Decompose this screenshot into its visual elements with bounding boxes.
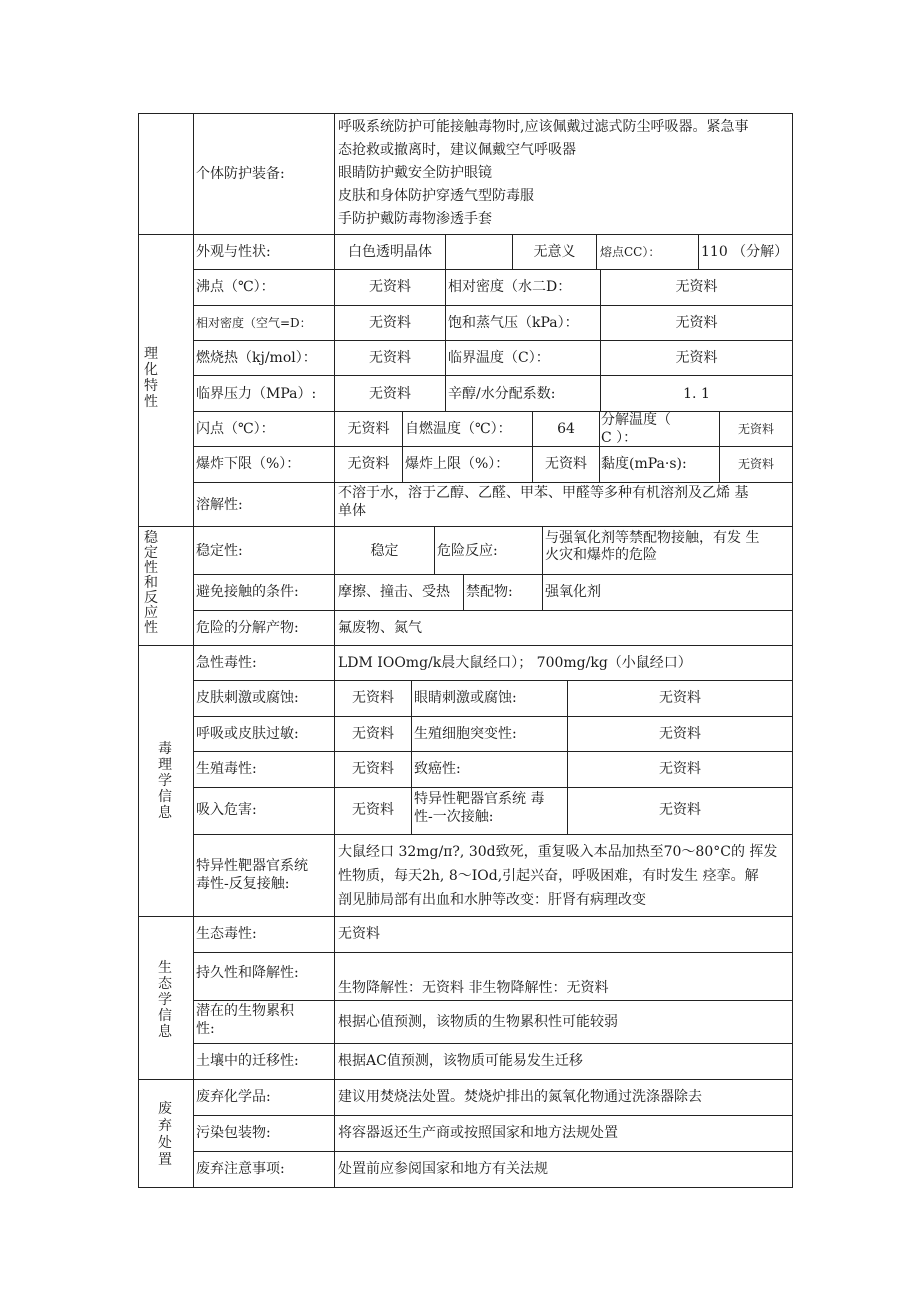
aspiration-hazard-label: 吸入危害: [196, 802, 257, 818]
soil-mobility-value: 根据AC值预测，该物质可能易发生迁移 [338, 1053, 583, 1069]
cell-divider [542, 526, 543, 575]
melting-value: 110 （分解） [701, 244, 789, 260]
autoignition-value: 64 [557, 421, 575, 437]
row-divider [193, 716, 792, 717]
upper-explosive-limit-label: 爆炸上限（%）： [405, 456, 510, 472]
protection-text-line: 呼吸系统防护可能接触毒物时,应该佩戴过滤式防尘呼吸器。紧急事 [338, 119, 749, 135]
label-column-divider [334, 113, 335, 1188]
flash-point-value: 无资料 [347, 421, 390, 437]
decomposition-temp-label: C ）： [601, 430, 638, 446]
row-divider [193, 952, 792, 953]
disposal-notes-value: 处置前应参阅国家和地方有关法规 [338, 1161, 548, 1177]
cell-divider [596, 234, 597, 270]
solubility-text-line: 单体 [338, 503, 366, 519]
section-divider [138, 234, 792, 235]
ecotoxicity-label: 生态毒性: [196, 926, 257, 942]
rel-density-water-value: 无资料 [675, 279, 718, 295]
ecotoxicity-value: 无资料 [338, 926, 380, 942]
stot-single-label: 特异性靶器官系统 毒 [414, 791, 545, 807]
table-border-left [138, 113, 139, 1188]
critical-pressure-label: 临界压力（MPa）: [196, 386, 317, 402]
odor-value: 无意义 [533, 244, 576, 260]
row-divider [193, 1151, 792, 1152]
sensitization-value: 无资料 [352, 726, 394, 742]
physchem-section-title: 理化特性 [144, 346, 158, 410]
stot-repeat-label: 毒性-反复接触: [196, 876, 290, 892]
row-divider [193, 751, 792, 752]
skin-irritation-value: 无资料 [352, 690, 394, 706]
cell-divider [445, 269, 446, 412]
upper-explosive-limit-value: 无资料 [545, 456, 587, 472]
section-divider [138, 645, 792, 646]
carcinogenicity-label: 致癌性: [414, 761, 461, 777]
solubility-label: 溶解性: [196, 497, 243, 513]
category-divider [193, 113, 194, 1188]
row-divider [193, 834, 792, 835]
waste-chemical-value: 建议用焚烧法处置。焚烧炉排出的氮氧化物通过洗涤器除去 [338, 1089, 702, 1105]
aspiration-hazard-value: 无资料 [352, 802, 394, 818]
cell-divider [402, 411, 403, 483]
disposal-section-title: 废弃处置 [158, 1101, 172, 1168]
incompatible-label: 禁配物: [466, 584, 513, 600]
toxicology-section-title: 毒理学信息 [158, 741, 172, 821]
stot-repeat-text-line: 大鼠经口 32mg/π?, 30d致死，重复吸入本品加热至70～80°C的 挥发 [338, 844, 778, 860]
critical-temp-value: 无资料 [675, 350, 718, 366]
reproductive-toxicity-label: 生殖毒性: [196, 761, 257, 777]
partition-coefficient-label: 辛醇/水分配系数: [448, 386, 556, 402]
decomposition-temp-label: 分解温度（ [601, 412, 671, 428]
table-border-bottom [138, 1187, 792, 1188]
contaminated-packaging-value: 将容器返还生产商或按照国家和地方法规处置 [338, 1125, 618, 1141]
vapor-pressure-label: 饱和蒸气压（kPa）： [448, 315, 579, 331]
decomposition-products-label: 危险的分解产物: [196, 620, 299, 636]
decomposition-temp-value: 无资料 [737, 422, 774, 436]
critical-pressure-value: 无资料 [369, 386, 411, 402]
avoid-conditions-value: 摩擦、撞击、受热 [338, 584, 450, 600]
skin-irritation-label: 皮肤刺激或腐蚀: [196, 690, 299, 706]
critical-temp-label: 临界温度（C）： [448, 350, 550, 366]
section-divider [138, 1079, 792, 1080]
section-divider [138, 916, 792, 917]
disposal-notes-label: 废弃注意事项: [196, 1161, 285, 1177]
row-divider [193, 305, 792, 306]
contaminated-packaging-label: 污染包装物: [196, 1125, 271, 1141]
cell-divider [698, 234, 699, 270]
acute-toxicity-value: LDM IOOmg/k晨大鼠经口）； 700mg/kg（小鼠经口） [338, 655, 692, 671]
row-divider [193, 375, 792, 376]
combustion-heat-value: 无资料 [369, 350, 411, 366]
bioaccumulation-value: 根据心值预测，该物质的生物累积性可能较弱 [338, 1014, 618, 1030]
incompatible-value: 强氧化剂 [545, 584, 601, 600]
table-border-top [138, 113, 792, 114]
bioaccumulation-label: 潜在的生物累积 [196, 1003, 294, 1019]
cell-divider [434, 526, 435, 575]
cell-divider [599, 411, 600, 483]
eye-irritation-label: 眼睛刺激或腐蚀: [414, 690, 517, 706]
mutagenicity-value: 无资料 [659, 726, 701, 742]
melting-label: 熔点CC）： [600, 245, 661, 259]
stability-label: 稳定性: [196, 543, 243, 559]
stot-repeat-label: 特异性靶器官系统 [196, 858, 308, 874]
cell-divider [445, 234, 446, 270]
ecology-section-title: 生态学信息 [158, 960, 172, 1040]
cell-divider [463, 574, 464, 611]
stability-value: 稳定 [370, 543, 399, 559]
acute-toxicity-label: 急性毒性: [196, 655, 257, 671]
lower-explosive-limit-label: 爆炸下限（%）： [196, 456, 301, 472]
row-divider [193, 1043, 792, 1044]
reproductive-toxicity-value: 无资料 [352, 761, 394, 777]
rel-density-water-label: 相对密度（水二D： [448, 279, 572, 295]
avoid-conditions-label: 避免接触的条件: [196, 584, 299, 600]
vapor-pressure-value: 无资料 [675, 315, 718, 331]
eye-irritation-value: 无资料 [659, 690, 701, 706]
boiling-label: 沸点（℃）： [196, 279, 275, 295]
stot-repeat-text-line: 性物质，每天2h, 8～IOd,引起兴奋，呼吸困难，有时发生 痉挛。解 [338, 868, 759, 884]
soil-mobility-label: 土壤中的迁移性: [196, 1053, 299, 1069]
cell-divider [411, 680, 412, 835]
cell-divider [542, 574, 543, 611]
viscosity-value: 无资料 [737, 457, 774, 471]
row-divider [193, 574, 792, 575]
flash-point-label: 闪点（℃）： [196, 421, 275, 437]
autoignition-label: 自燃温度（℃）： [405, 421, 512, 437]
carcinogenicity-value: 无资料 [659, 761, 701, 777]
mutagenicity-label: 生殖细胞突变性: [414, 726, 517, 742]
row-divider [193, 446, 792, 447]
row-divider [193, 340, 792, 341]
boiling-value: 无资料 [369, 279, 411, 295]
stot-single-value: 无资料 [659, 802, 701, 818]
hazard-reaction-line: 火灾和爆炸的危险 [545, 547, 657, 563]
protection-text-line: 手防护戴防毒物渗透手套 [338, 211, 492, 227]
persistence-label: 持久性和降解性: [196, 965, 299, 981]
row-divider [193, 411, 792, 412]
row-divider [193, 1115, 792, 1116]
solubility-text-line: 不溶于水，溶于乙醇、乙醛、甲苯、甲醛等多种有机溶剂及乙烯 基 [338, 485, 749, 501]
appearance-value: 白色透明晶体 [348, 244, 432, 260]
partition-coefficient-value: 1. 1 [683, 386, 710, 402]
row-divider [193, 610, 792, 611]
table-border-right [792, 113, 793, 1188]
appearance-label: 外观与性状: [196, 244, 271, 260]
viscosity-label: 黏度(mPa·s): [601, 456, 687, 472]
protection-text-line: 态抢救或撤离时，建议佩戴空气呼吸器 [338, 142, 576, 158]
lower-explosive-limit-value: 无资料 [347, 456, 390, 472]
stot-repeat-text-line: 剖见肺局部有出血和水肿等改变：肝肾有病理改变 [338, 892, 646, 908]
bioaccumulation-label: 性: [196, 1021, 215, 1037]
decomposition-products-value: 氟废物、氮气 [338, 620, 422, 636]
persistence-value: 生物降解性：无资料 非生物降解性：无资料 [338, 980, 609, 996]
row-divider [193, 680, 792, 681]
stability-section-title: 稳定性和反应性 [144, 530, 158, 636]
stot-single-label: 性-一次接触: [414, 809, 494, 825]
waste-chemical-label: 废弃化学品: [196, 1089, 271, 1105]
protection-text-line: 皮肤和身体防护穿透气型防毒服 [338, 188, 534, 204]
hazard-reaction-label: 危险反应: [437, 543, 498, 559]
rel-density-air-value: 无资料 [369, 315, 411, 331]
rel-density-air-label: 相对密度（空气=D： [196, 316, 312, 330]
row-divider [193, 269, 792, 270]
combustion-heat-label: 燃烧热（kj/mol）： [196, 350, 317, 366]
hazard-reaction-line: 与强氧化剂等禁配物接触，有发 生 [545, 530, 760, 546]
protection-label: 个体防护装备: [196, 166, 285, 182]
protection-text-line: 眼睛防护戴安全防护眼镜 [338, 165, 492, 181]
sensitization-label: 呼吸或皮肤过敏: [196, 726, 299, 742]
